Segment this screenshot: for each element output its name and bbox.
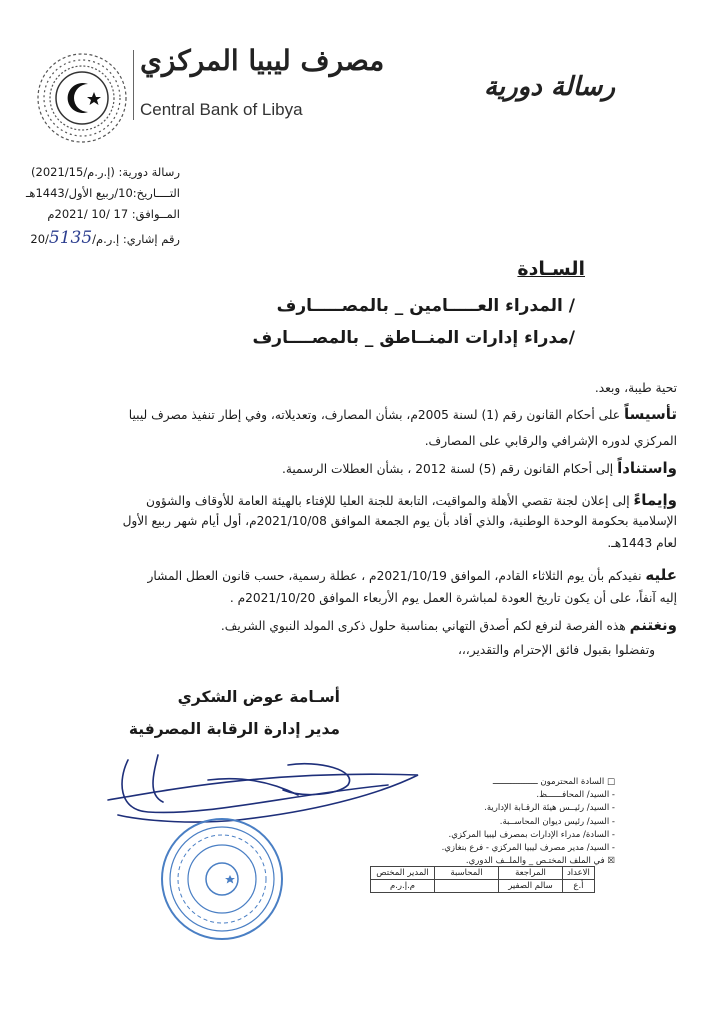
date-gregorian: المــوافق: 17 /10 /2021م	[47, 207, 180, 221]
bank-name-english: Central Bank of Libya	[140, 100, 303, 119]
header-divider	[133, 50, 134, 120]
paragraph-1-text: على أحكام القانون رقم (1) لسنة 2005م، بشأن المصارف، وتعديلاته، وفي إطار تنفيذ مصرف ليبيا	[128, 408, 621, 422]
paragraph-3-line-2: الإسلامية بحكومة الوحدة الوطنية، والذي أفاد بأن يوم الجمعة الموافق 2021/10/08م، أول أيام شهر ربيع الأول	[122, 514, 677, 528]
paragraph-5-line-1	[37, 615, 677, 637]
circular-title: رسالة دورية	[483, 72, 615, 102]
paragraph-4-keyword: عليه	[645, 566, 677, 584]
paragraph-4-line-2: إليه آنفاً، على أن يكون تاريخ العودة لمباشرة العمل يوم الأربعاء الموافق 2021/10/20م .	[229, 591, 677, 605]
paragraph-3-keyword: وإيماءً	[633, 491, 677, 509]
date-hijri: التــــاريخ:10/ربيع الأول/1443هـ	[26, 186, 180, 200]
paragraph-5-text: هذه الفرصة لنرفع لكم أصدق التهاني بمناسبة حلول ذكرى المولد النبوي الشريف.	[220, 619, 626, 633]
paragraph-1-line-1	[37, 404, 677, 426]
addressee-heading: السـادة	[517, 258, 585, 280]
distribution-item: - السيد/ رئيس ديوان المحاســبة.	[499, 816, 615, 827]
distribution-list	[355, 776, 615, 868]
addressee-line-1: / المدراء العـــــامين _ بالمصـــــارف	[276, 296, 575, 316]
table-cell: م.إ.ر.م	[371, 880, 435, 893]
reference-label: رقم إشاري: إ.ر.م/20/	[30, 232, 180, 246]
table-cell: أ.ع	[563, 880, 595, 893]
distribution-item: ☒ في الملف المختـص _ والملــف الدوري.	[465, 856, 615, 867]
distribution-item: □ السادة المحترمون ــــــــــــــــــ	[492, 777, 615, 787]
greeting: تحية طيبة، وبعد.	[594, 381, 677, 395]
table-header: الاعداد	[563, 867, 595, 880]
paragraph-2-text: إلى أحكام القانون رقم (5) لسنة 2012 ، بشأن العطلات الرسمية.	[281, 462, 614, 476]
table-cell	[435, 880, 499, 893]
signatory-name: أسـامة عوض الشكري	[177, 688, 340, 706]
addressee-line-2: /مدراء إدارات المنــاطق _ بالمصــــارف	[252, 328, 575, 348]
reference-handwritten: 5135	[48, 228, 93, 248]
table-header-row	[371, 867, 595, 880]
paragraph-3-line-1	[37, 490, 677, 512]
reference-number	[30, 228, 180, 248]
closing: وتفضلوا بقبول فائق الإحترام والتقدير،،،	[457, 643, 655, 657]
table-cell: سالم الصفير	[499, 880, 563, 893]
bank-emblem	[36, 52, 128, 144]
paragraph-3-line-3: لعام 1443هـ.	[607, 536, 677, 550]
distribution-item: - السادة/ مدراء الإدارات بمصرف ليبيا المركزي.	[448, 829, 615, 840]
approval-table	[370, 866, 595, 893]
table-header: المراجعة	[499, 867, 563, 880]
paragraph-3-text: إلى إعلان لجنة تقصي الأهلة والمواقيت، التابعة للجنة العليا للإفتاء بالهيئة العامة للأوقاف والشؤون	[146, 494, 630, 508]
official-stamp	[158, 815, 286, 943]
paragraph-2-line-1	[37, 458, 677, 480]
paragraph-1-keyword: تأسيساً	[623, 405, 677, 423]
paragraph-2-keyword: واستناداً	[617, 459, 677, 477]
circular-number: رسالة دورية: (إ.ر.م/2021/15)	[31, 165, 180, 179]
paragraph-5-keyword: ونغتنم	[629, 616, 677, 634]
bank-name-arabic: مصرف ليبيا المركزي	[140, 44, 385, 77]
table-row	[371, 880, 595, 893]
distribution-item: - السيد/ رئيــس هيئة الرقـابة الإدارية.	[484, 803, 615, 814]
paragraph-4-line-1	[37, 565, 677, 587]
paragraph-1-line-2: المركزي لدوره الإشرافي والرقابي على المصارف.	[424, 434, 677, 448]
paragraph-4-text: نفيدكم بأن يوم الثلاثاء القادم، الموافق 2021/10/19م ، عطلة رسمية، حسب قانون العطل المشار	[147, 569, 642, 583]
table-header: المحاسبة	[435, 867, 499, 880]
table-header: المدير المختص	[371, 867, 435, 880]
distribution-item: - السيد/ المحافــــــظ.	[536, 790, 615, 801]
distribution-item: - السيد/ مدير مصرف ليبيا المركزي - فرع بنغازي.	[441, 842, 615, 853]
signatory-title: مدير إدارة الرقابة المصرفية	[128, 720, 340, 738]
